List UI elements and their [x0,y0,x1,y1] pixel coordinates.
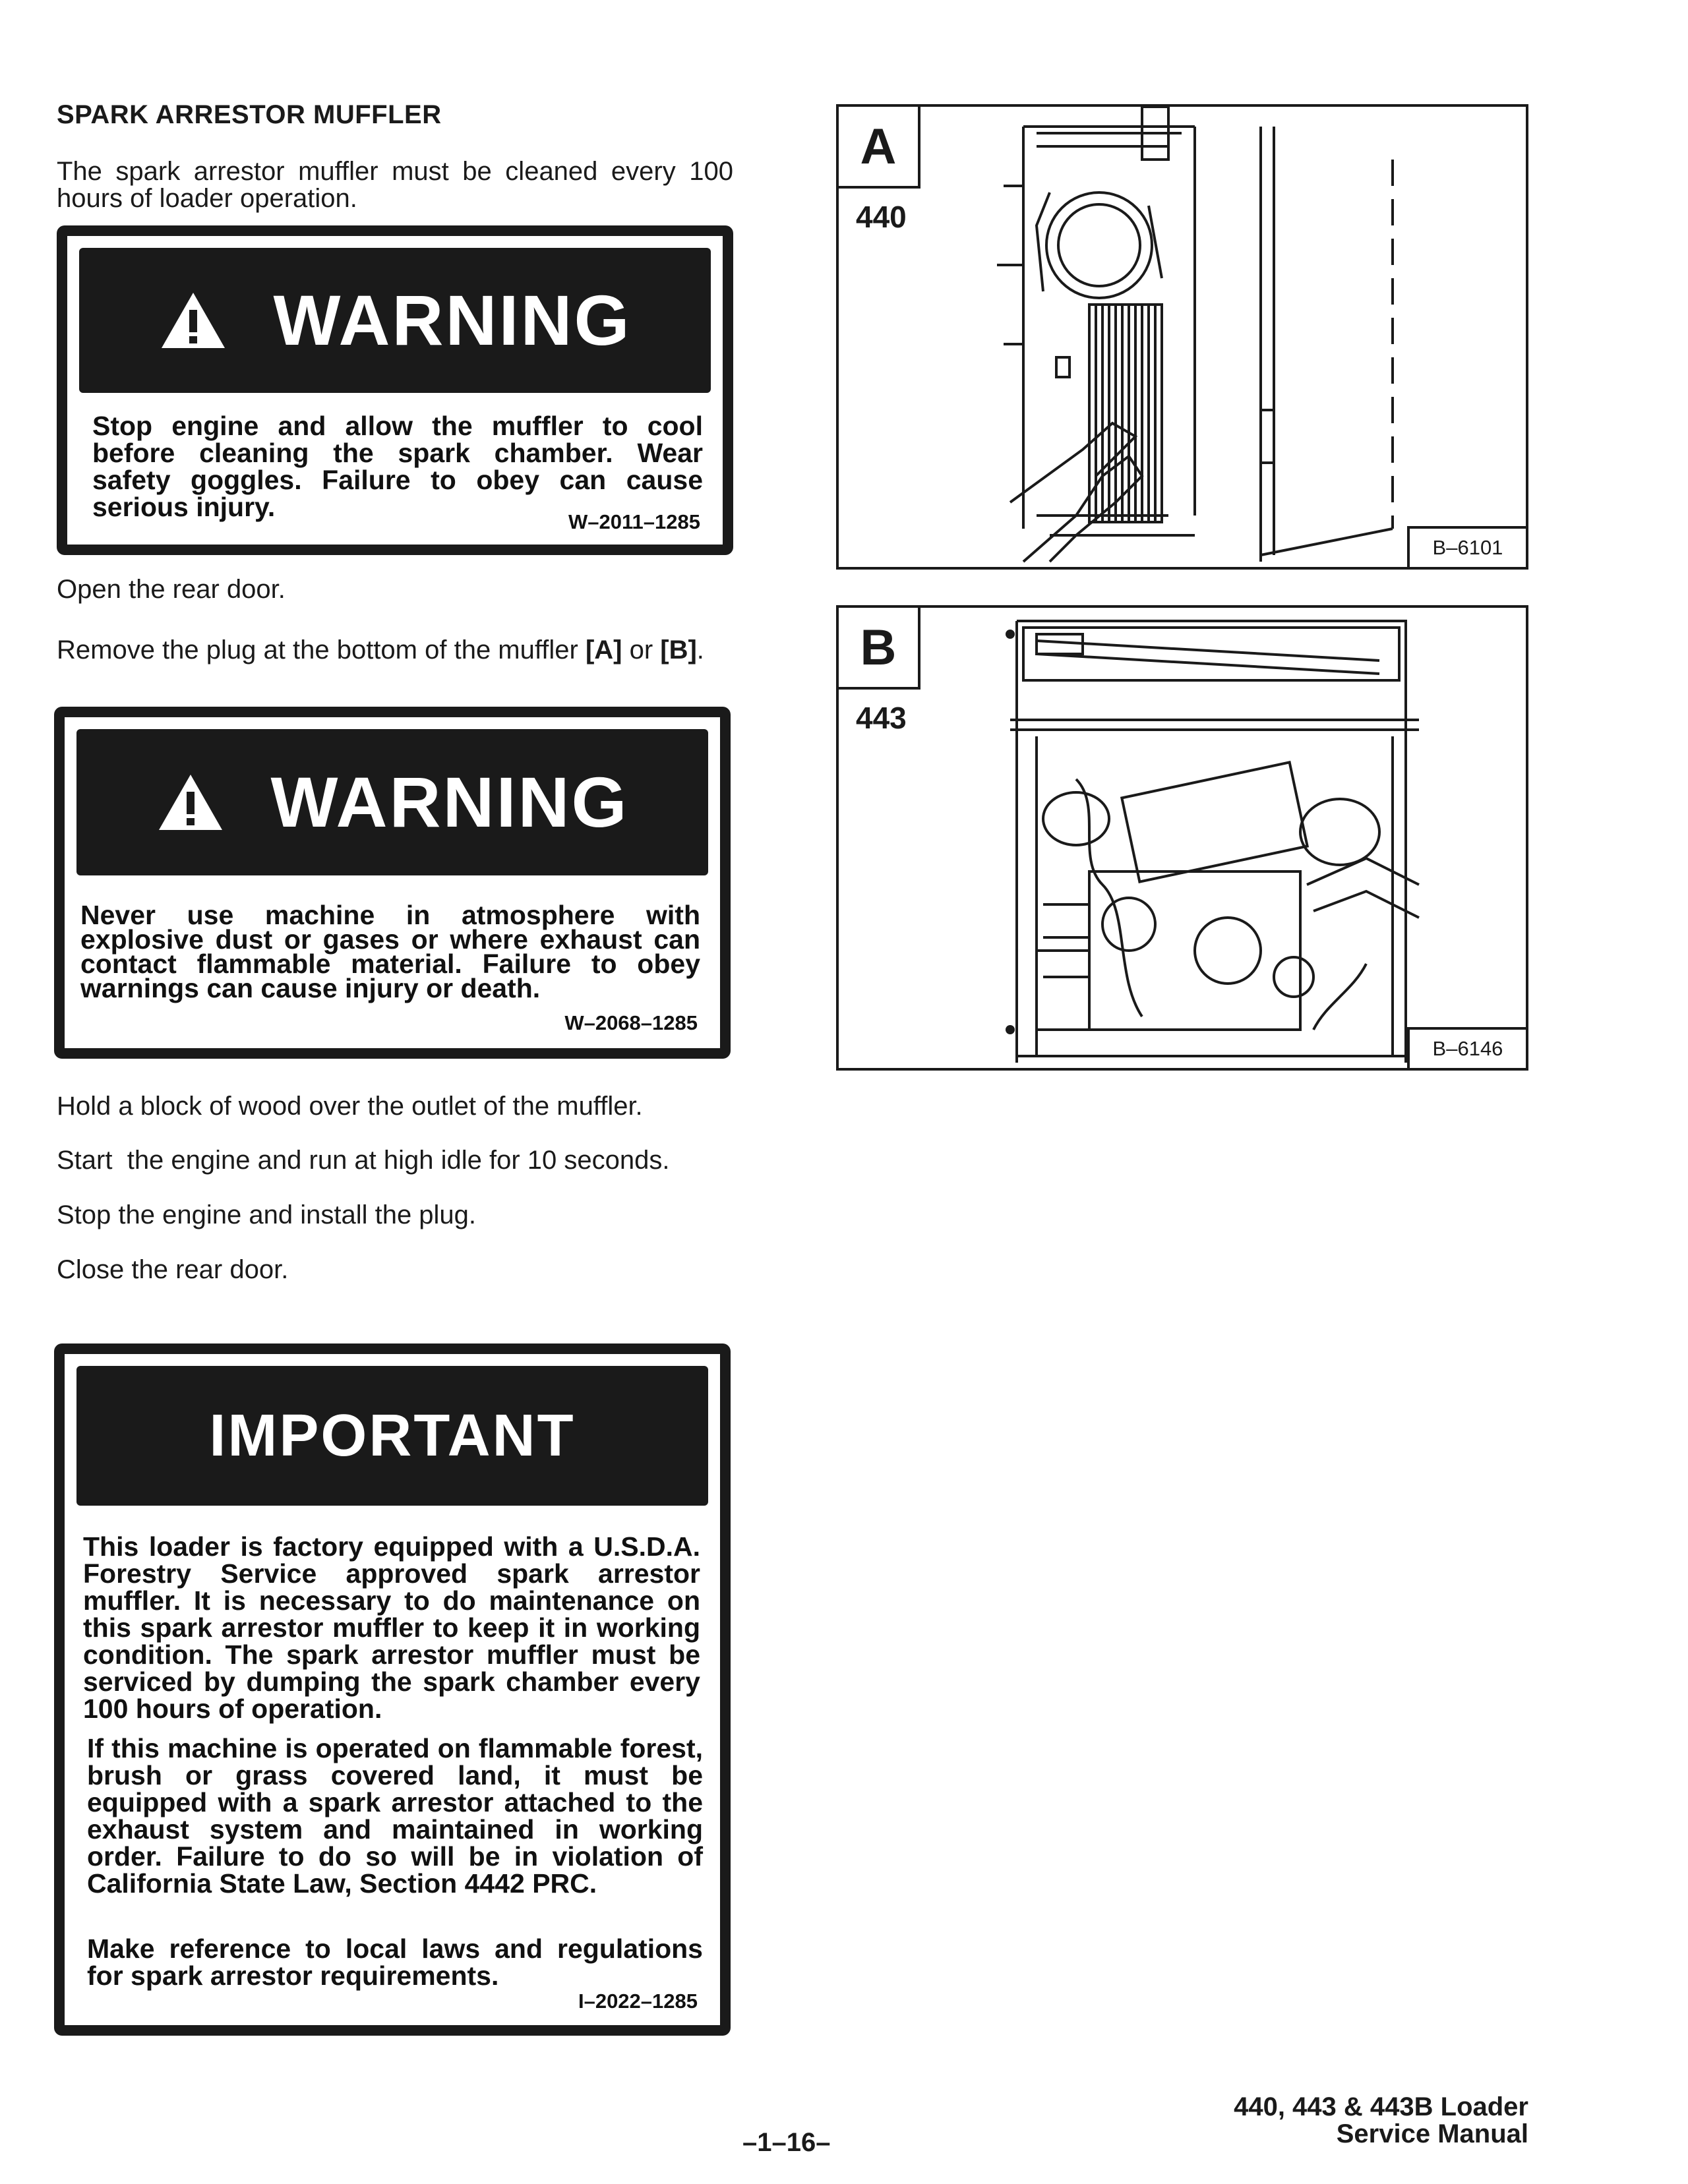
warning-box-2 [54,707,731,1059]
manual-title-line-1: 440, 443 & 443B Loader [1234,2092,1528,2121]
step-remove-plug-or: or [622,635,661,664]
important-box [54,1343,731,2036]
warning-triangle-icon [156,772,225,833]
step-remove-plug-period: . [696,635,704,664]
warning-text-1: Stop engine and allow the muffler to cool before cleaning the spark chamber. Wear safety goggles. Failure to obey can cause serious injury. [92,411,703,522]
figure-b-illustration [997,608,1524,1069]
figure-b-code: B–6146 [1407,1027,1528,1071]
manual-title-line-2: Service Manual [1336,2119,1528,2148]
step-remove-plug [57,637,733,664]
warning-code-2: W–2068–1285 [564,1011,698,1034]
step-start-engine: Start the engine and run at high idle for 10 seconds. [57,1146,670,1175]
figure-a-letter: A [836,104,920,189]
warning-banner-text-2: WARNING [270,762,629,842]
figure-b-model: 443 [856,701,907,735]
important-paragraph-2: If this machine is operated on flammable forest, brush or grass covered land, it must be equipped with a spark arrestor attached to the exhaust system and maintained in working order. Failure to do so will be in violation of California State Law, Section 4442 PRC. [87,1733,703,1899]
warning-text-2: Never use machine in atmosphere with explosive dust or gases or where exhaust can contact flammable material. Failure to obey warnings can cause injury or death. [80,900,700,1003]
figure-a-illustration [997,107,1524,568]
manual-title [1234,2094,1528,2148]
figure-ref-a: [A] [585,635,622,664]
warning-box-1 [57,225,733,555]
figure-a [836,104,1528,570]
intro-paragraph: The spark arrestor muffler must be cleaned every 100 hours of loader operation. [57,157,733,213]
figure-b-letter: B [836,605,920,690]
figure-ref-b: [B] [660,635,697,664]
warning-code-1: W–2011–1285 [568,510,700,533]
step-hold-wood: Hold a block of wood over the outlet of the muffler. [57,1092,643,1121]
important-banner [76,1366,708,1506]
warning-banner-2 [76,729,708,875]
step-open-door: Open the rear door. [57,575,286,604]
important-banner-text: IMPORTANT [209,1403,576,1469]
important-paragraph-1: This loader is factory equipped with a U.S.D.A. Forestry Service approved spark arrestor muffler. It is necessary to do maintenance on this spark arrestor muffler to keep it in working condition. The spark arrestor muffler must be serviced by dumping the spark chamber every 100 hours of operation. [83,1531,700,1724]
step-close-door: Close the rear door. [57,1255,289,1284]
figure-b [836,605,1528,1071]
section-title: SPARK ARRESTOR MUFFLER [57,100,442,129]
important-paragraph-3: Make reference to local laws and regulations for spark arrestor requirements. [87,1933,703,1991]
important-code: I–2022–1285 [578,1990,698,2013]
warning-triangle-icon [159,290,227,351]
figure-a-model: 440 [856,200,907,234]
step-stop-engine: Stop the engine and install the plug. [57,1200,477,1229]
page-number: –1–16– [742,2128,831,2157]
warning-banner-1 [79,248,711,393]
warning-banner-text-1: WARNING [273,280,632,360]
figure-a-code: B–6101 [1407,526,1528,570]
step-remove-plug-text: Remove the plug at the bottom of the muffler [57,635,586,664]
